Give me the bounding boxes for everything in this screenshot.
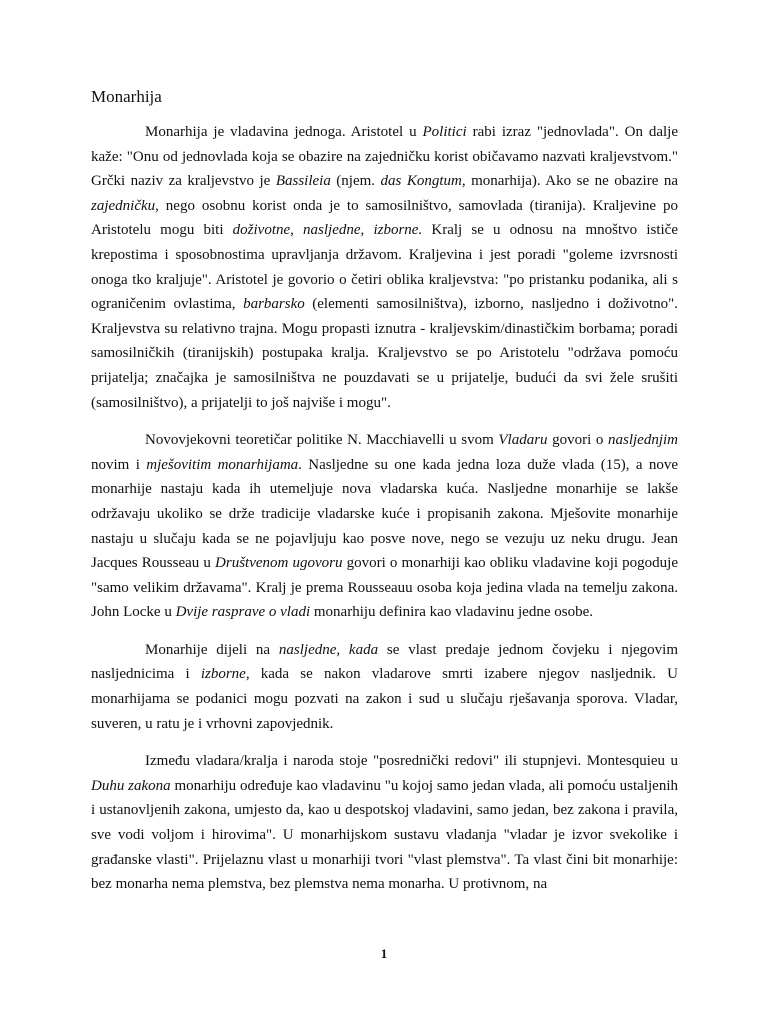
text-run: govori o monarhiji kao obliku vladavine koji pogoduje "samo velikim državama". Kralj je prema Rousseauu osoba koja jedina vlada na temelju zakona. John Locke u: [91, 555, 678, 621]
italic-text-run: zajedničku: [91, 197, 156, 214]
document-title: Monarhija: [91, 87, 162, 106]
italic-text-run: Vladaru: [498, 432, 548, 449]
text-run: , nego osobnu korist onda je to samosilništvo, samovlada (tiranija). Kraljevine po Aristotelu mogu biti: [91, 197, 678, 239]
italic-text-run: Bassileia: [275, 173, 331, 190]
text-run: Monarhija je vladavina jednoga. Aristotel u: [145, 124, 423, 140]
italic-text-run: doživotne, nasljedne, izborne.: [232, 222, 423, 239]
italic-text-run: mješovitim monarhijama: [146, 456, 299, 473]
text-run: monarhiju definira kao vladavinu jedne osobe.: [310, 604, 593, 621]
text-run: (elementi samosilništva), izborno, nasljedno i doživotno". Kraljevstva su relativno trajna. Mogu propasti iznutra - kraljevskim/dinastičkim borbama; poradi samosilničkih (tiranijskih) postupaka kralja. Kraljevstvo se po Aristotelu "održava pomoću prijatelja; značajka je samosilništva ne pouzdavati se u prijatelje, budući da svi žele srušiti (samosilništvo), a prijatelji to još najviše i mogu".: [91, 296, 679, 411]
text-run: monarhiju određuje kao vladavinu "u kojoj samo jedan vlada, ali pomoću ustaljenih i ustanovljenih zakona, umjesto da, kao u despotskoj vladavini, samo jedan, bez zakona i pravila, sve vodi voljom i hirovima". U monarhijskom sustavu vladanja "vladar je izvor svekolike i građanske vlasti". Prijelaznu vlast u monarhiji tvori "vlast plemstva". Ta vlast čini bit monarhije: bez monarha nema plemstva, bez plemstva nema monarha. U protivnom, na: [91, 777, 678, 893]
page-number: 1: [380, 946, 388, 961]
text-run: kada se nakon vladarove smrti izabere njegov nasljednik. U monarhijama se podanici mogu pozvati na zakon i sud u slučaju rješavanja sporova. Vladar, suveren, u ratu je i vrhovni zapovjednik.: [91, 666, 678, 732]
text-run: Između vladara/kralja i naroda stoje "posrednički redovi" ili stupnjevi. Montesquieu u: [145, 753, 678, 770]
italic-text-run: barbarsko: [243, 296, 305, 313]
text-run: novim i: [91, 456, 147, 473]
text-run: rabi izraz "jednovlada". On dalje kaže: "Onu od jednovlada koja se obazire na zajedničku korist običavamo nazvati kraljevstvom." Grčki naziv za kraljevstvo je: [91, 124, 679, 190]
text-run: (njem.: [330, 173, 381, 190]
document-body: [91, 120, 678, 910]
body-paragraph: [91, 638, 678, 736]
text-run: . Nasljedne su one kada jedna loza duže vlada (15), a nove monarhije nastaju kada ih utemeljuje nova vladarska kuća. Nasljedne monarhije se lakše održavaju ukoliko se drže tradicije vladarske kuće i propisanih zakona. Mješovite monarhije nastaju u slučaju kada se ne pojavljuju kao posve nove, nego se vezuju uz neku drugu. Jean Jacques Rousseau u: [91, 456, 678, 572]
text-run: govori o: [547, 432, 608, 449]
italic-text-run: izborne,: [200, 666, 250, 683]
text-run: Kralj se u odnosu na mnoštvo ističe krepostima i sposobnostima upravljanja državom. Kraljevina i jest poradi "goleme izvrsnosti onoga tko kraljuje". Aristotel je govorio o četiri oblika kraljevstva: "po pristanku podanika, ali s ograničenim ovlastima,: [91, 222, 678, 313]
italic-text-run: Duhu zakona: [91, 777, 171, 794]
italic-text-run: Dvije rasprave o vladi: [175, 604, 311, 621]
italic-text-run: nasljednjim: [608, 432, 678, 449]
text-run: Monarhije dijeli na: [145, 641, 279, 658]
italic-text-run: das Kongtum: [380, 173, 462, 190]
body-paragraph: [91, 428, 678, 625]
text-run: , monarhija). Ako se ne obazire na: [461, 173, 678, 190]
text-run: Novovjekovni teoretičar politike N. Macchiavelli u svom: [145, 432, 499, 449]
text-run: se vlast predaje jednom čovjeku i njegovim nasljednicima i: [91, 641, 678, 683]
body-paragraph: [91, 120, 678, 415]
body-paragraph: [91, 749, 678, 897]
italic-text-run: Društvenom ugovoru: [215, 555, 343, 572]
italic-text-run: Politici: [422, 124, 467, 140]
italic-text-run: nasljedne, kada: [278, 641, 379, 658]
